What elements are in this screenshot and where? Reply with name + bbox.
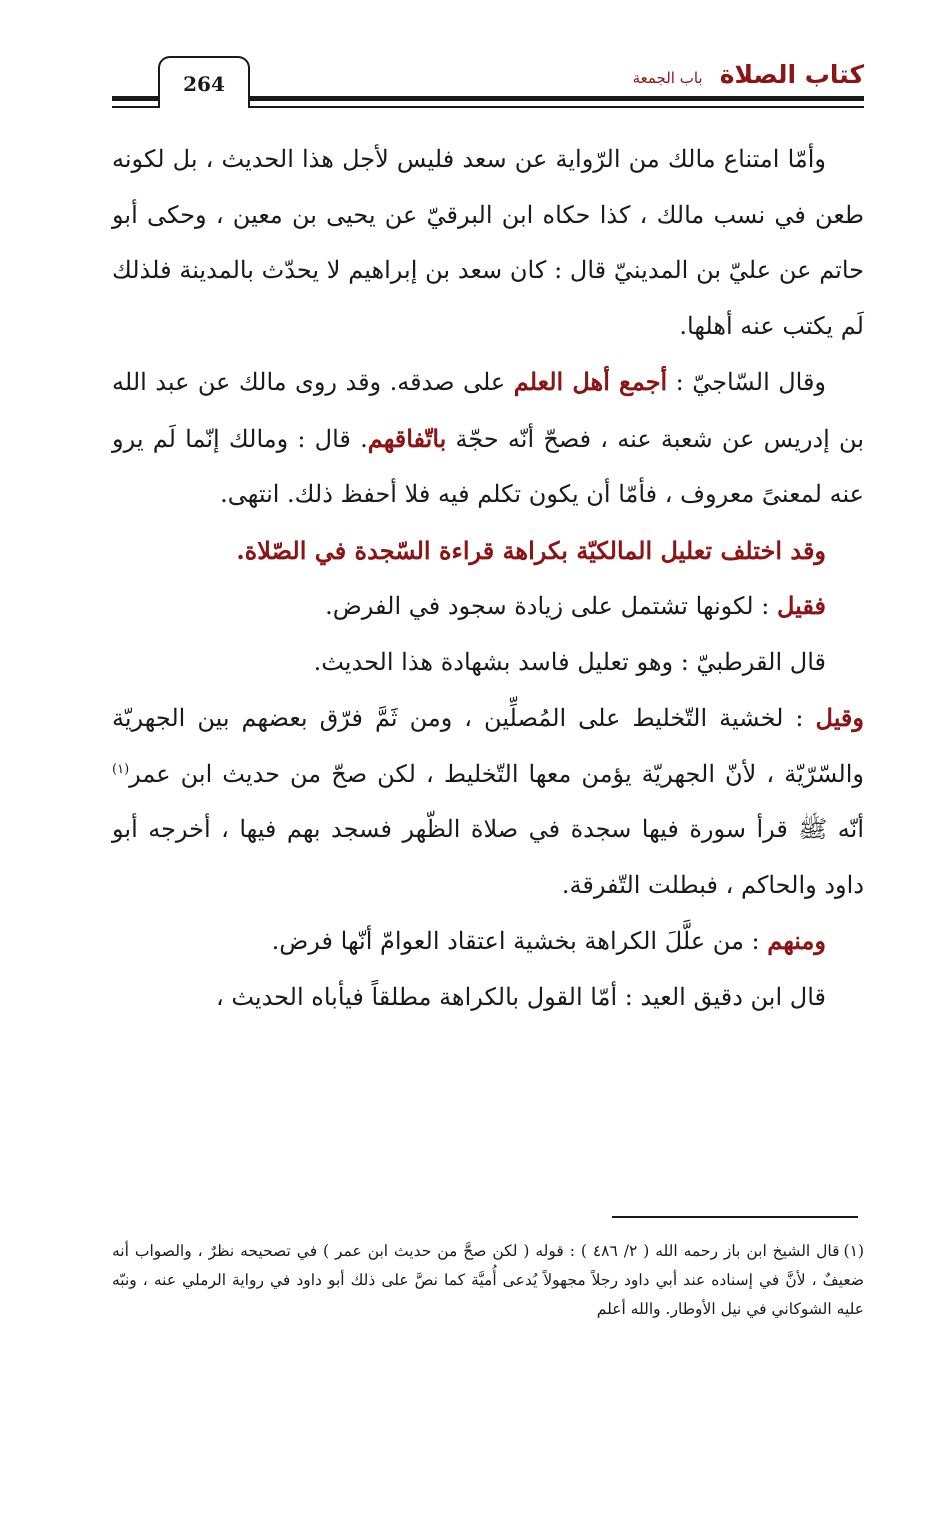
footnote-text: قال الشيخ ابن باز رحمه الله ( ٢/ ٤٨٦ ) : قوله ( لكن صحَّ من حديث ابن عمر ) في تصحيحه نظرٌ ، والصواب أنه ضعيفٌ ، لأنَّ في إسناده عند أبي داود رجلاً مجهولاً يُدعى أُميَّة كما نصَّ على ذلك أبو داود في رواية الرملي عنه ، ونبّه عليه الشوكاني في نيل الأوطار. والله أعلم: [112, 1242, 864, 1318]
paragraph-text: على صدقه. وقد روى مالك عن عبد الله بن إدريس عن شعبة عنه ، فصحّ أنّه حجّة: [112, 368, 864, 453]
paragraph-text: : لخشية التّخليط على المُصلِّين ، ومن ثَمَّ فرّق بعضهم بين الجهريّة والسّرّيّة ، لأنّ الجهريّة يؤمن معها التّخليط ، لكن صحّ من حديث ابن عمر: [112, 704, 864, 788]
paragraph-text: أنّه ﷺ قرأ سورة فيها سجدة في صلاة الظّهر فسجد بهم فيها ، أخرجه أبو داود والحاكم ، فبطلت التّفرقة.: [112, 815, 864, 899]
page-header: [112, 52, 864, 114]
paragraph-ibn-daqiq: قال ابن دقيق العيد : أمّا القول بالكراهة مطلقاً فيأباه الحديث ،: [215, 982, 826, 1011]
highlight-ittifaq: باتّفاقهم: [367, 423, 447, 453]
paragraph-minhum: [112, 913, 864, 970]
highlight-faqila: فقيل: [776, 591, 826, 620]
highlight-ijma: أجمع أهل العلم: [513, 367, 668, 396]
footnote-separator: [612, 1216, 858, 1218]
highlight-wa-qila: وقيل: [815, 703, 864, 732]
section-heading: وقد اختلف تعليل المالكيّة بكراهة قراءة السّجدة في الصّلاة.: [236, 535, 826, 565]
footnote: [112, 1237, 864, 1324]
highlight-minhum: ومنهم: [767, 926, 826, 955]
page-number: 264: [158, 56, 250, 108]
book-title: كتاب الصلاة: [719, 60, 864, 89]
paragraph-text: : لكونها تشتمل على زيادة سجود في الفرض.: [325, 592, 777, 620]
main-text: [112, 132, 864, 1025]
paragraph-wa-qila: [112, 690, 864, 913]
running-title: [633, 60, 864, 89]
footnote-number: (١): [843, 1242, 864, 1260]
footnote-reference: (١): [112, 761, 130, 777]
paragraph-text: . قال : ومالك إنّما لَم يرو عنه لمعنىً معروف ، فأمّا أن يكون تكلم فيه فلا أحفظ ذلك. انتهى.: [112, 424, 864, 508]
paragraph-faqila: [112, 578, 864, 635]
paragraph-text: : من علَّلَ الكراهة بخشية اعتقاد العوامّ أنّها فرض.: [271, 927, 768, 955]
chapter-title: باب الجمعة: [632, 69, 703, 87]
paragraph-saji: [112, 354, 864, 523]
paragraph-qurtubi: قال القرطبيّ : وهو تعليل فاسد بشهادة هذا الحديث.: [313, 647, 826, 676]
paragraph-malik-refusal: وأمّا امتناع مالك من الرّواية عن سعد فليس لأجل هذا الحديث ، بل لكونه طعن في نسب مالك ، كذا حكاه ابن البرقيّ عن يحيى بن معين ، وحكى أبو حاتم عن عليّ بن المدينيّ قال : كان سعد بن إبراهيم لا يحدّث بالمدينة فلذلك لَم يكتب عنه أهلها.: [112, 145, 864, 340]
paragraph-text: وقال السّاجيّ :: [667, 368, 827, 396]
